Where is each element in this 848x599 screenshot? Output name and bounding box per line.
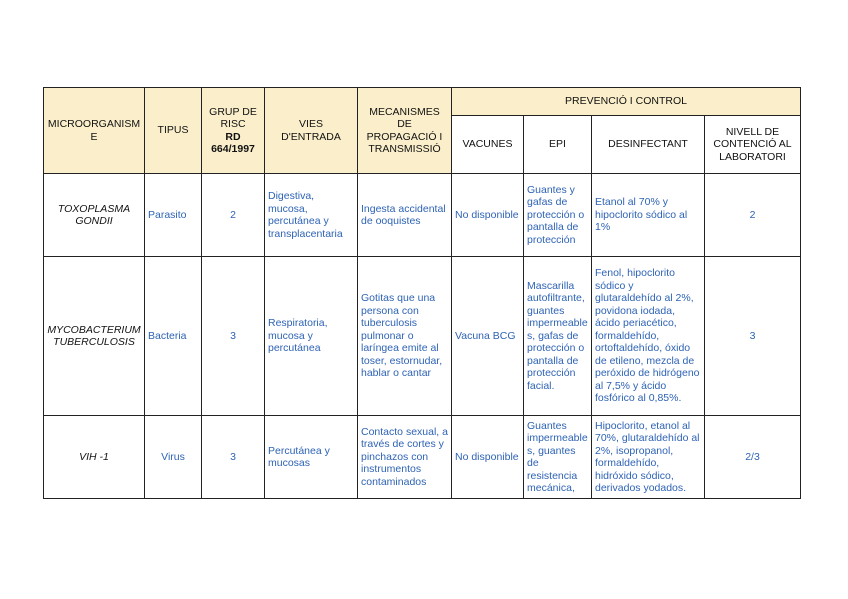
cell-desinfectant: Hipoclorito, etanol al 70%, glutaraldehído al 2%, isopropanol, formaldehído, hidróxido sódico, derivados yodados.: [592, 416, 705, 499]
cell-grup: 3: [202, 257, 265, 416]
cell-grup: 2: [202, 174, 265, 257]
table-row: [44, 257, 801, 416]
cell-epi: Guantes impermeables, guantes de resistencia mecánica,: [524, 416, 592, 499]
header-row-top: [44, 88, 801, 116]
microorganisms-table: [43, 87, 801, 499]
cell-tipus: Virus: [145, 416, 202, 499]
header-vacunes: VACUNES: [452, 116, 524, 174]
cell-grup: 3: [202, 416, 265, 499]
cell-epi: Guantes y gafas de protección o pantalla de protección: [524, 174, 592, 257]
cell-vies: Respiratoria, mucosa y percutánea: [265, 257, 358, 416]
cell-mecanismes: Gotitas que una persona con tuberculosis pulmonar o laríngea emite al toser, estornudar, hablar o cantar: [358, 257, 452, 416]
cell-mecanismes: Contacto sexual, a través de cortes y pinchazos con instrumentos contaminados: [358, 416, 452, 499]
cell-desinfectant: Etanol al 70% y hipoclorito sódico al 1%: [592, 174, 705, 257]
cell-mecanismes: Ingesta accidental de ooquistes: [358, 174, 452, 257]
cell-vacunes: No disponible: [452, 416, 524, 499]
cell-vies: Digestiva, mucosa, percutánea y transplacentaria: [265, 174, 358, 257]
cell-organisme: MYCOBACTERIUM TUBERCULOSIS: [44, 257, 145, 416]
header-tipus: TIPUS: [145, 88, 202, 174]
header-epi: EPI: [524, 116, 592, 174]
header-grup-risc-rd: RD 664/1997: [211, 130, 255, 155]
cell-organisme: TOXOPLASMA GONDII: [44, 174, 145, 257]
header-desinfectant: DESINFECTANT: [592, 116, 705, 174]
header-mecanismes: MECANISMES DE PROPAGACIÓ I TRANSMISSIÓ: [358, 88, 452, 174]
cell-tipus: Bacteria: [145, 257, 202, 416]
cell-epi: Mascarilla autofiltrante, guantes impermeables, gafas de protección o pantalla de protección facial.: [524, 257, 592, 416]
header-grup-risc-label: GRUP DE RISC: [209, 105, 257, 130]
cell-vacunes: No disponible: [452, 174, 524, 257]
header-microorganisme: MICROORGANISME: [44, 88, 145, 174]
table-row: [44, 416, 801, 499]
header-vies-entrada: VIES D'ENTRADA: [265, 88, 358, 174]
cell-desinfectant: Fenol, hipoclorito sódico y glutaraldehído al 2%, povidona iodada, ácido periacético, formaldehído, ortoftaldehído, óxido de etileno, mezcla de peróxido de hidrógeno al 7,5% y ácido fosfórico al 0,85%.: [592, 257, 705, 416]
cell-nivell: 2/3: [705, 416, 801, 499]
cell-nivell: 3: [705, 257, 801, 416]
cell-tipus: Parasito: [145, 174, 202, 257]
cell-vacunes: Vacuna BCG: [452, 257, 524, 416]
cell-vies: Percutánea y mucosas: [265, 416, 358, 499]
header-prevencio: PREVENCIÓ I CONTROL: [452, 88, 801, 116]
header-grup-risc: [202, 88, 265, 174]
table-row: [44, 174, 801, 257]
header-nivell: NIVELL DE CONTENCIÓ AL LABORATORI: [705, 116, 801, 174]
cell-nivell: 2: [705, 174, 801, 257]
cell-organisme: VIH -1: [44, 416, 145, 499]
